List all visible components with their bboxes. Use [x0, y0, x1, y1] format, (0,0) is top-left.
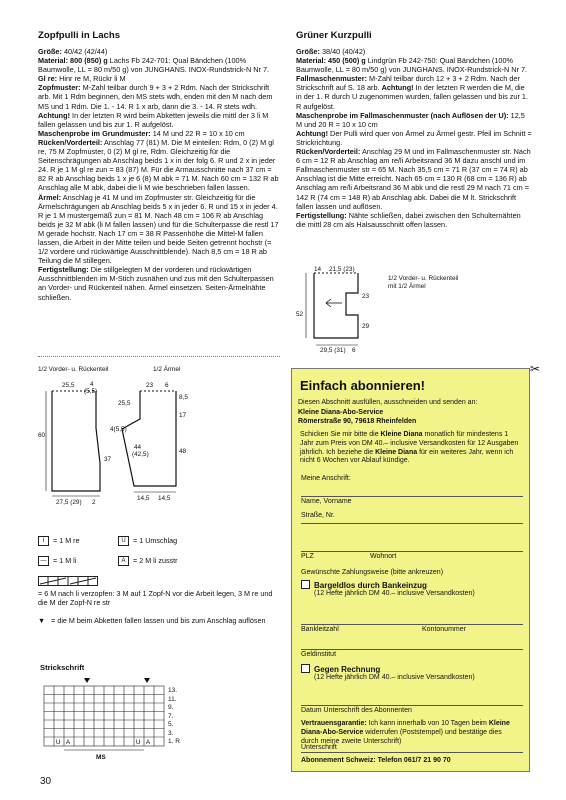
legend-knit: I = 1 M re — [38, 536, 80, 546]
svg-text:A: A — [66, 740, 71, 746]
dim-body-hem-extra: 2 — [92, 499, 96, 506]
right-article — [296, 30, 532, 229]
dim-sleeve-cuff-right: 14,5 — [158, 495, 171, 502]
right-fertigstellung: Fertigstellung: Nähte schließen, dabei zwischen den Schulternähten die mittl 28 cm als Halsausschnitt offen lassen. — [296, 210, 521, 229]
coupon-intro: Diesen Abschnitt ausfüllen, ausschneiden und senden an: — [298, 399, 478, 406]
body-diagram-label: 1/2 Vorder- u. Rückenteil — [38, 366, 109, 373]
bank-institute-field[interactable] — [301, 649, 523, 650]
field-label-name: Name, Vorname — [301, 498, 352, 505]
street-field[interactable] — [301, 523, 523, 524]
row-label: 13. — [168, 687, 178, 694]
field-label-wohnort: Wohnort — [370, 553, 397, 560]
chart-row-labels — [168, 687, 180, 747]
left-gl-re: Gl re: Hinr re M, Rückr li M — [38, 74, 126, 84]
row-label: 5. — [168, 721, 174, 728]
dim-body-width: 25,5 — [62, 382, 75, 389]
bankeinzug-checkbox[interactable] — [301, 580, 310, 589]
right-pattern-diagram — [296, 263, 536, 353]
right-article-title: Grüner Kurzpulli — [296, 30, 372, 41]
chart-title: Strickschrift — [40, 663, 85, 672]
drop-marker-icon: ▼ — [38, 616, 46, 625]
dim-sleeve-top: 23 — [146, 382, 154, 389]
dim-body-shoulder: 4 — [90, 381, 94, 388]
svg-text:A: A — [146, 740, 151, 746]
coupon-heading: Einfach abonnieren! — [300, 378, 425, 393]
coupon-address-2: Römerstraße 90, 79618 Rheinfelden — [298, 418, 417, 425]
right-diagram-caption-1: 1/2 Vorder- u. Rückenteil — [388, 275, 459, 282]
legend-cable: = 6 M nach li verzopfen: 3 M auf 1 Zopf-N vor die Arbeit legen, 3 M re und die M der Zopf-N re str — [38, 589, 273, 607]
legend-yarnover: U = 1 Umschlag — [118, 536, 177, 546]
divider — [38, 356, 280, 357]
name-field[interactable] — [301, 496, 523, 497]
subscription-coupon — [291, 368, 530, 772]
yarnover-symbol-icon: U — [118, 536, 129, 546]
legend-drop: ▼ = die M beim Abketten fallen lassen und bis zum Anschlag auflösen — [38, 616, 266, 625]
left-pattern-diagrams — [38, 366, 283, 516]
dim-r-side: 29 — [362, 323, 370, 330]
left-article-title: Zopfpulli in Lachs — [38, 30, 121, 41]
coupon-swiss-phone: Abonnement Schweiz: Telefon 061/7 21 90 70 — [301, 757, 451, 764]
left-material: Material: 800 (850) g Lachs Fb 242-701: Qual Bändchen (100% Baumwolle, LL = 80 m/50 g) von JUNGHANS. INOX-Rundstrick-N Nr 7. — [38, 56, 270, 75]
coupon-offer: Schicken Sie mir bitte die Kleine Diana monatlich für mindestens 1 Jahr zum Preis von DM 40.– inclusive Versandkosten für 12 Ausgaben jährlich. Ich beziehe die Kleine Diana für ein weiteres Jahr, wenn ich nicht 6 Wochen vor Ablauf kündige. — [300, 431, 519, 465]
dim-sleeve-shape: 4(5,5) — [110, 426, 127, 433]
right-fallmaschen: Fallmaschenmuster: M-Zahl teilbar durch 12 + 3 + 2 Rdm. Nach der Strickschrift auf S. 18 arb. Achtung! In der letzten R werden die M, die in der 1. R durch U zugenommen wurden, fallen gelassen und bis zur 1. R aufgelöst. — [296, 74, 529, 111]
signature-field-1[interactable] — [301, 705, 523, 706]
field-label-plz: PLZ — [301, 553, 314, 560]
dim-sleeve-band: 8,5 — [179, 394, 188, 401]
sleeve-diagram-label: 1/2 Ärmel — [153, 366, 181, 373]
row-label: 1. R — [168, 738, 180, 745]
decrease-symbol-icon: A — [118, 556, 129, 566]
row-label: 11. — [168, 695, 177, 703]
field-label-blz: Bankleitzahl — [301, 626, 339, 633]
row-label: 7. — [168, 712, 174, 720]
right-achtung: Achtung! Der Pulli wird quer von Ärmel zu Ärmel gestr. Pfeil im Schnitt = Strickrichtung. — [296, 128, 532, 147]
field-label-datum: Datum Unterschrift des Abonnenten — [301, 707, 412, 714]
option-rechnung[interactable]: Gegen Rechnung — [301, 664, 380, 675]
dim-body-shoulder-alt: (5,5) — [84, 388, 98, 395]
knitting-chart — [40, 678, 170, 753]
dim-body-side: 37 — [104, 456, 112, 463]
legend-purl: — = 1 M li — [38, 556, 76, 566]
right-size: Größe: 38/40 (40/42) — [296, 47, 366, 56]
option-bankeinzug-sub: (12 Hefte jährlich DM 40.– inclusive Versandkosten) — [314, 590, 475, 597]
dim-sleeve-width-alt: (42,5) — [132, 451, 149, 458]
payment-label: Gewünschte Zahlungsweise (bitte ankreuzen) — [301, 569, 444, 576]
bank-field[interactable] — [301, 624, 523, 625]
row-label: 9. — [168, 704, 174, 711]
dim-r-cuff: 6 — [352, 347, 356, 354]
dim-sleeve-length: 48 — [179, 448, 187, 455]
field-label-anschrift: Meine Anschrift: — [301, 475, 351, 482]
dim-r-neck: 14 — [314, 266, 322, 273]
left-article — [38, 30, 280, 302]
right-maschenprobe: Maschenprobe im Fallmaschenmuster (nach Auflösen der U): 12,5 M und 20 R = 10 x 10 cm — [296, 110, 525, 129]
city-field[interactable] — [301, 551, 523, 552]
dim-r-sleeve: 23 — [362, 293, 370, 300]
option-rechnung-sub: (12 Hefte jährlich DM 40.– inclusive Versandkosten) — [314, 674, 475, 681]
dim-sleeve-cap: 25,5 — [118, 400, 131, 407]
page-number: 30 — [40, 776, 52, 787]
dim-r-width: 29,5 (31) — [320, 347, 346, 354]
dim-sleeve-top-right: 6 — [165, 382, 169, 389]
dim-r-shoulder: 21,5 (23) — [329, 266, 355, 273]
left-size: Größe: 40/42 (42/44) — [38, 47, 108, 56]
dim-sleeve-cuff-left: 14,5 — [137, 495, 150, 502]
left-zopfmuster: Zopfmuster: M-Zahl teilbar durch 9 + 3 + 2 Rdm. Nach der Strickschrift arb. Mit 1 Rdm beginnen, den MS stets wdh, enden mit den M nach dem MS und 1 Rdm. Die 1. - 14. R 1 x arb, dann die 3. - 14. R stets wdh. Achtung! In der letzten R wird beim Abketten jeweils die mittl der 3 li M fallen gelassen und bis zur 1. R aufgelöst. — [38, 83, 273, 129]
field-label-konto: Kontonummer — [422, 626, 466, 633]
left-fertigstellung: Fertigstellung: Die stillgelegten M der vorderen und rückwärtigen Ausschnittblenden im M-Stich zusnähen und zus mit den Schulterpassen an Vorder- und Rückenteil nähen. Ärmel einsetzen. Seiten-Ärmelnähte schließen. — [38, 265, 274, 302]
field-label-unterschrift: Unterschrift — [301, 744, 337, 751]
dim-body-hem: 27,5 (29) — [56, 499, 82, 506]
ms-label: MS — [96, 754, 106, 761]
dim-body-height: 60 — [38, 432, 46, 439]
legend-decrease: A = 2 M li zusstr — [118, 556, 178, 566]
dim-sleeve-width: 44 — [134, 444, 142, 451]
left-aermel: Ärmel: Anschlag je 41 M und im Zopfmuster str. Gleichzeitig für die Ärmelschrägungen ab Anschlag beids 5 x in jeder 6. R und 15 x in jeder 4. R je 1 M mustergemäß zun = 81 M. Nach 48 cm = 106 R ab Anschlag beids je 32 M abk (li M fallen lassen) und für die Schulterpasse die restl 17 M gerade hochstr. Nach 17 cm = 38 R Passenhöhe die Mittel-M fallen lassen, die Arbeit in der Mitte teilen und beide Seiten getrennt hochstr (= 1/2 vordere und rückwärtige Ausschnittblende). Nach 8,5 cm = 18 R ab Teilung die M stillegen. — [38, 192, 279, 266]
field-label-geldinstitut: Geldinstitut — [301, 651, 337, 658]
right-diagram-caption-2: mit 1/2 Ärmel — [388, 283, 426, 290]
diagram-lines — [38, 366, 283, 516]
dim-sleeve-pass: 17 — [179, 412, 187, 419]
purl-symbol-icon: — — [38, 556, 49, 566]
row-label: 3. — [168, 729, 174, 737]
field-label-strasse: Straße, Nr. — [301, 512, 335, 519]
rechnung-checkbox[interactable] — [301, 664, 310, 673]
cable-symbol-icon — [38, 576, 98, 586]
option-bankeinzug[interactable]: Bargeldlos durch Bankeinzug — [301, 580, 427, 591]
svg-text:U: U — [136, 740, 141, 746]
right-material: Material: 450 (500) g Lindgrün Fb 242-750: Qual Bändchen (100% Baumwolle, LL = 80 m/50 g) von JUNGHANS. INOX-Rundstrick-N Nr 7. — [296, 56, 528, 75]
left-maschenprobe: Maschenprobe im Grundmuster: 14 M und 22 R = 10 x 10 cm — [38, 128, 245, 138]
coupon-guarantee: Vertrauensgarantie: Ich kann innerhalb von 10 Tagen beim Kleine Diana-Abo-Service widerrufen (Poststempel) und bestätige dies durch meine zweite Unterschrift) — [301, 720, 510, 745]
knit-symbol-icon: I — [38, 536, 49, 546]
svg-text:U: U — [56, 740, 61, 746]
scissors-icon: ✂ — [530, 362, 541, 376]
coupon-address-1: Kleine Diana-Abo-Service — [298, 409, 384, 416]
dim-r-height: 52 — [296, 311, 304, 318]
right-ruecken: Rücken/Vorderteil: Anschlag 29 M und im Fallmaschenmuster str. Nach 6 cm = 12 R ab Anschlag am re/li Arbeitsrand 36 M dazu anschl und im Fallmaschenmuster str = 65 M. Nach 35,5 cm = 71 R (37 cm = 74 R) ab Anschlag ist die Mitte erreicht. Nach 65 cm = 130 R (68 cm = 136 R) ab Anschlag am re/li Arbeitsrand 36 M abk und die restl 29 M nach 71 cm = 142 R (74 cm = 148 R) ab Anschlag abk. Dabei die M lt. Strickschrift fallen lassen und auflösen. — [296, 147, 531, 211]
left-ruecken: Rücken/Vorderteil: Anschlag 77 (81) M. Die M einteilen: Rdm, 0 (2) M gl re, 75 M Zopfmuster, 0 (2) M gl re, Rdm. Gleichzeitig für die Seitenschrägungen ab Anschlag beids 1 x in der folg 6. R und 2 x in jeder 24. R je 1 M gl re zun = 83 (87) M. Für die Armausschnitte nach 37 cm = 82 R ab Anschlag beids 1 x je 6 (8) M abk = 71 M. Nach 60 cm = 132 R ab Anschlag alle M abk, dabei die li M wie beschrieben fallen lassen. — [38, 137, 279, 193]
